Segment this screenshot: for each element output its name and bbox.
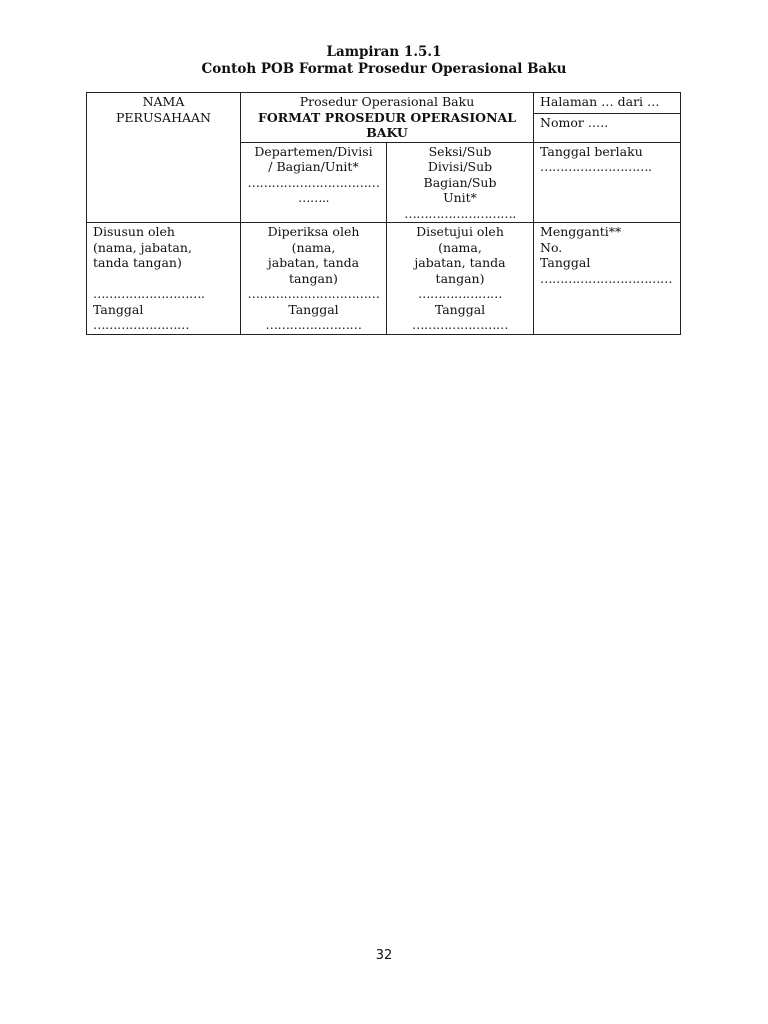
company-name-line2: PERUSAHAAN <box>116 109 211 125</box>
section-line2: Divisi/Sub <box>427 159 493 174</box>
company-name-cell <box>87 93 241 223</box>
reviewed-by-label: Diperiksa oleh <box>267 224 360 239</box>
pob-label: Prosedur Operasional Baku <box>299 94 475 109</box>
effective-date-label: Tanggal berlaku <box>540 143 643 159</box>
replaces-dots: …………………………… <box>540 270 673 286</box>
reviewed-by-detail1: (nama, <box>291 239 336 255</box>
company-name-line1: NAMA <box>142 94 185 109</box>
replaces-cell <box>534 223 681 335</box>
prepared-date-dots: …………………… <box>93 317 189 332</box>
document-number: Nomor ….. <box>540 114 609 130</box>
table-row <box>87 223 681 335</box>
reviewed-by-dots: …………………………… <box>247 286 380 301</box>
page-info-cell <box>534 93 681 114</box>
effective-date-dots: ………………………. <box>540 159 652 174</box>
reviewed-by-detail3: tangan) <box>289 270 338 286</box>
pob-title-cell <box>241 93 534 143</box>
reviewed-date-dots: …………………… <box>265 317 362 332</box>
approved-by-detail3: tangan) <box>435 270 485 286</box>
section-line4: Unit* <box>443 190 477 205</box>
department-line2: / Bagian/Unit* <box>268 159 359 174</box>
replaces-label: Mengganti** <box>540 224 622 239</box>
approved-by-label: Disetujui oleh <box>416 224 504 239</box>
document-number-cell <box>534 113 681 142</box>
department-cell <box>241 142 387 223</box>
department-dots1: …………………………… <box>247 174 380 190</box>
reviewed-date-label: Tanggal <box>288 301 339 317</box>
prepared-by-cell <box>87 223 241 335</box>
prepared-date-label: Tanggal <box>93 301 144 317</box>
section-dots: ………………………. <box>404 205 516 221</box>
approved-by-dots: ………………… <box>418 286 502 301</box>
reviewed-by-detail2: jabatan, tanda <box>267 255 360 270</box>
approved-by-detail2: jabatan, tanda <box>414 255 506 270</box>
section-cell <box>387 142 534 223</box>
prepared-by-dots: ………………………. <box>93 286 205 301</box>
approved-date-label: Tanggal <box>434 301 486 317</box>
prepared-by-detail1: (nama, jabatan, <box>93 239 192 255</box>
prepared-by-label: Disusun oleh <box>93 224 175 239</box>
approved-by-cell <box>387 223 534 335</box>
page-info: Halaman … dari … <box>540 94 660 109</box>
table-row <box>87 93 681 114</box>
section-line3: Bagian/Sub <box>423 174 497 190</box>
page-number: 32 <box>375 948 393 963</box>
approved-by-detail1: (nama, <box>438 239 482 255</box>
section-line1: Seksi/Sub <box>428 143 492 159</box>
approved-date-dots: …………………… <box>412 317 508 332</box>
department-dots2: …….. <box>298 190 329 205</box>
pob-format-line2: BAKU <box>366 125 408 140</box>
replaces-number: No. <box>540 239 563 255</box>
pob-format-line1: FORMAT PROSEDUR OPERASIONAL <box>258 109 516 125</box>
document-title: Lampiran 1.5.1 <box>326 44 442 60</box>
effective-date-cell <box>534 142 681 223</box>
replaces-date-label: Tanggal <box>540 255 591 270</box>
prepared-by-detail2: tanda tangan) <box>93 255 182 270</box>
pob-form-table <box>86 92 681 335</box>
document-subtitle: Contoh POB Format Prosedur Operasional Baku <box>201 61 567 77</box>
reviewed-by-cell <box>241 223 387 335</box>
department-line1: Departemen/Divisi <box>254 143 373 159</box>
